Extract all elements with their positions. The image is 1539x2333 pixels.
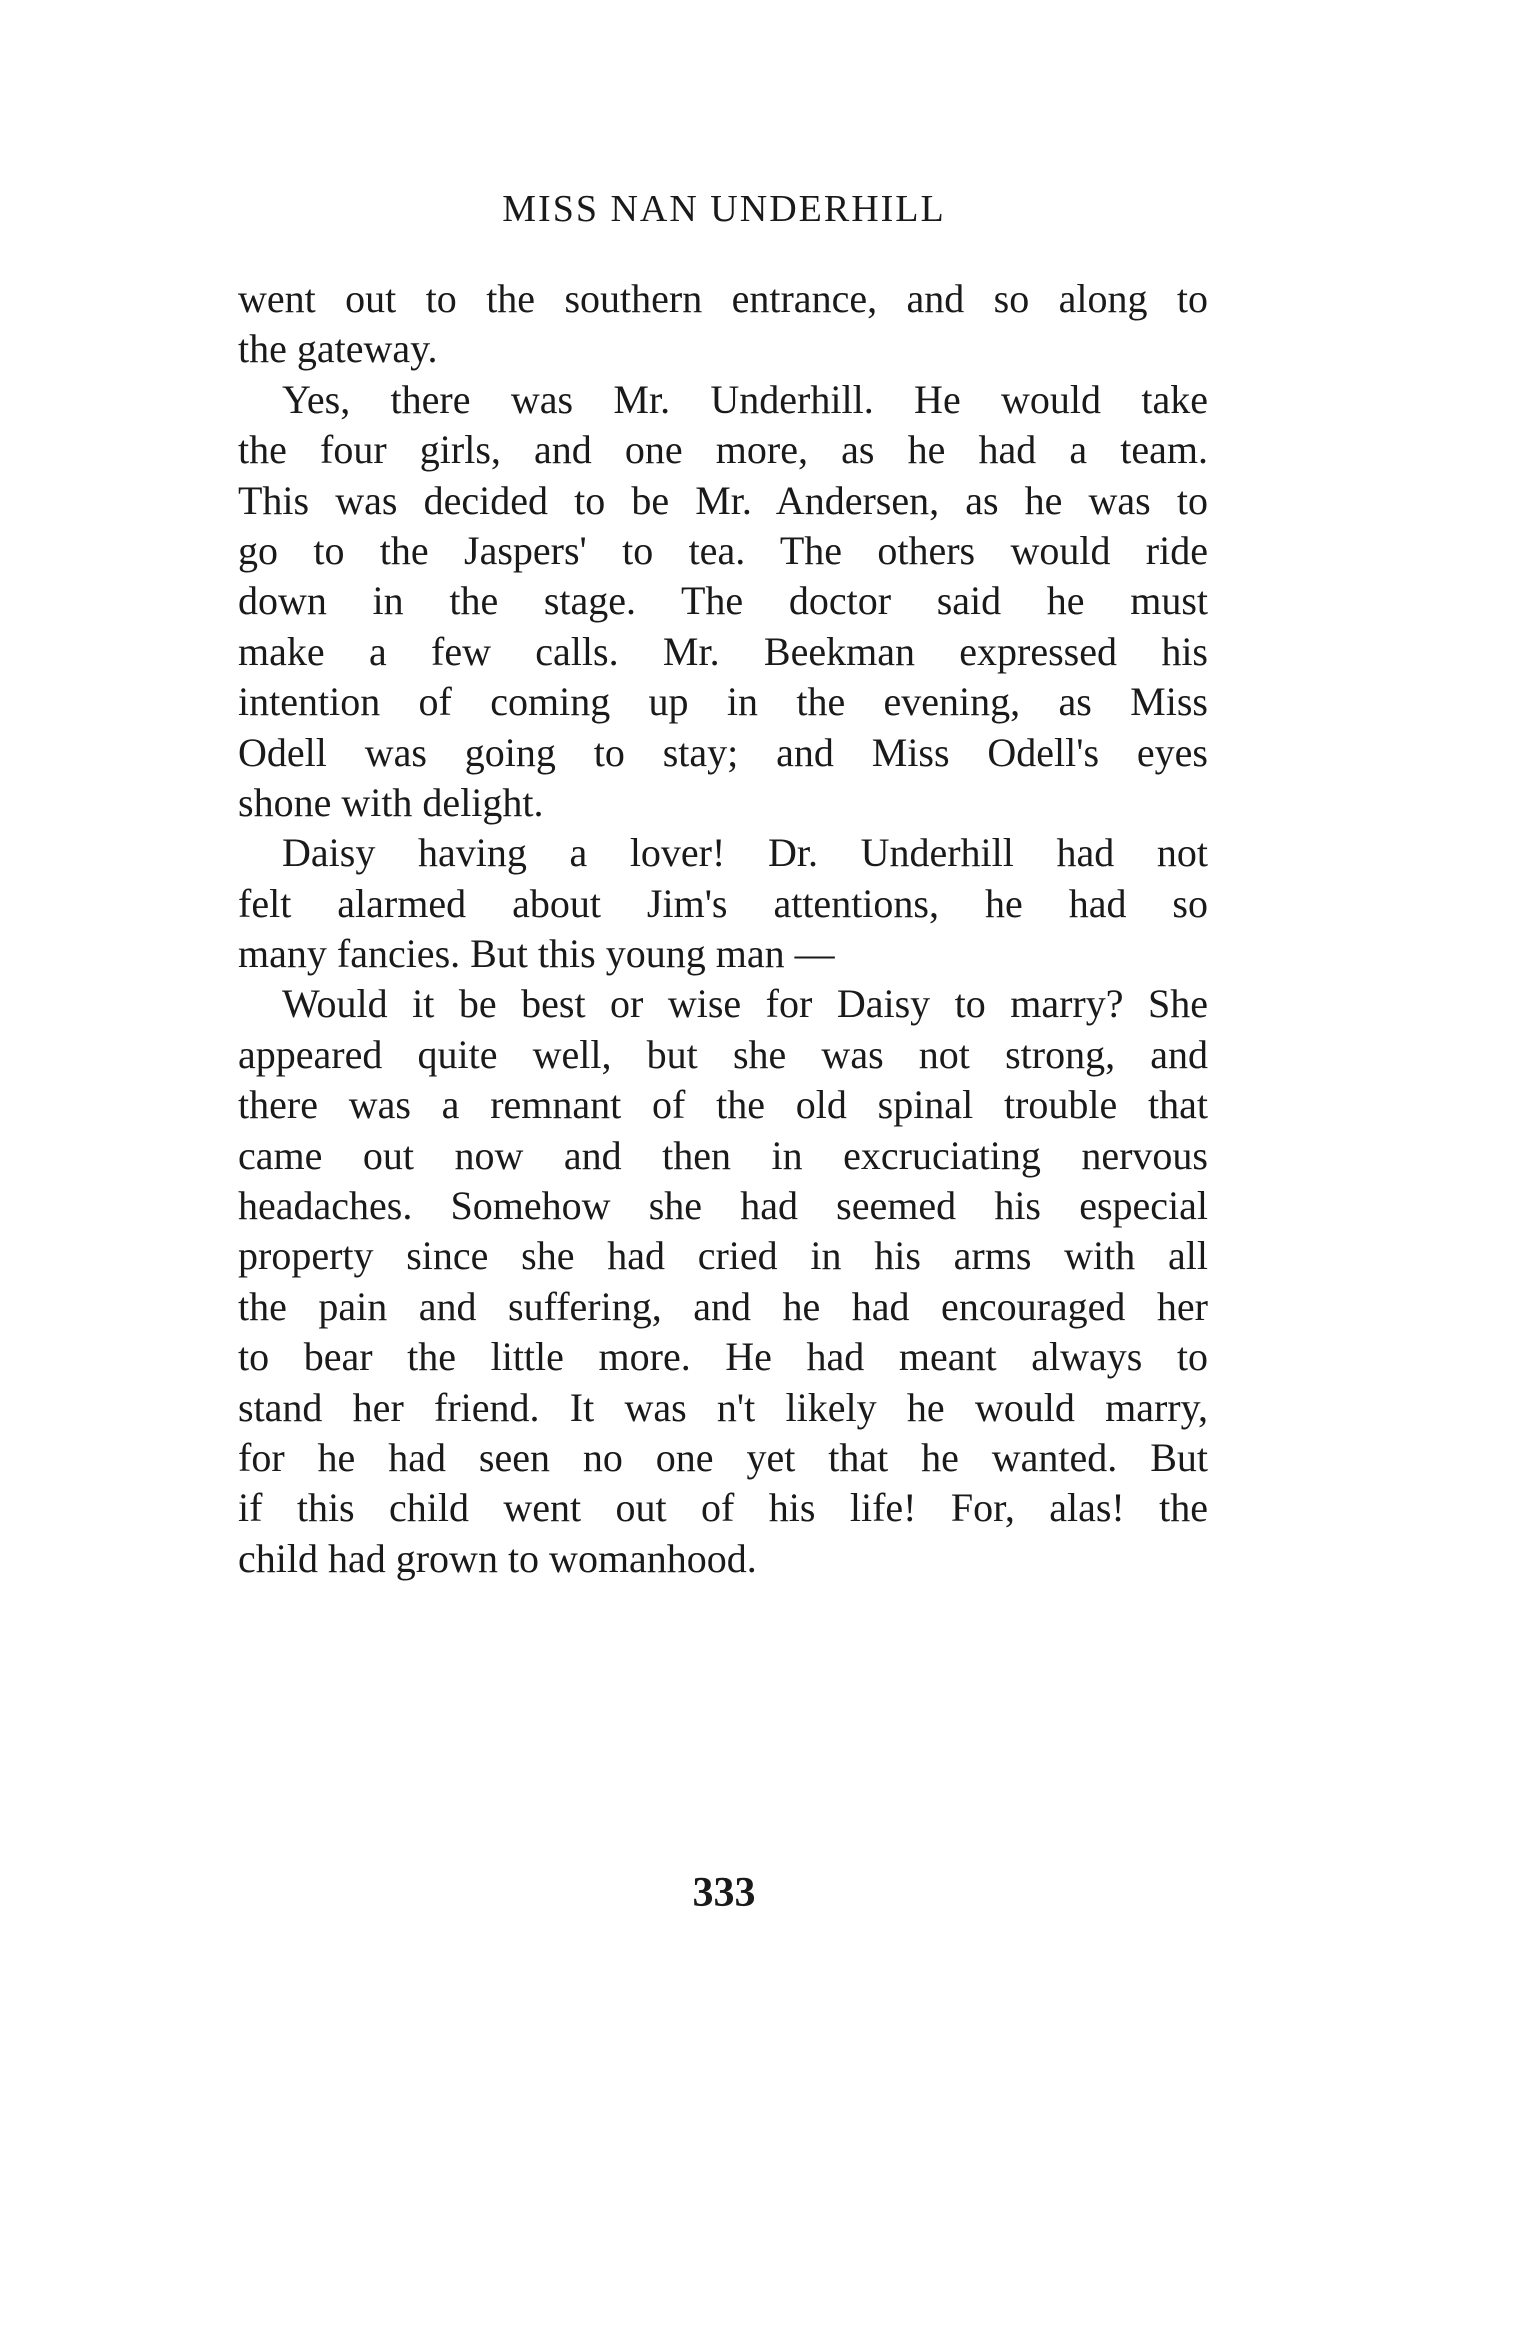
text-line: the gateway.: [238, 326, 438, 372]
text-line: many fancies. But this young man —: [238, 931, 835, 977]
text-line: child had grown to womanhood.: [238, 1535, 757, 1581]
page-number: 333: [692, 1870, 756, 1916]
paragraph: [238, 828, 1208, 979]
text-line: appeared quite well, but she was not strong, and: [238, 1031, 1208, 1077]
text-line: intention of coming up in the evening, as Miss: [238, 679, 1208, 725]
paragraph: [238, 979, 1208, 1584]
text-line: went out to the southern entrance, and so along to: [238, 276, 1208, 321]
text-line: felt alarmed about Jim's attentions, he had so: [238, 880, 1208, 926]
text-line: shone with delight.: [238, 779, 544, 825]
text-line: the four girls, and one more, as he had a team.: [238, 427, 1208, 473]
text-line: This was decided to be Mr. Andersen, as he was to: [238, 477, 1208, 523]
text-line: Odell was going to stay; and Miss Odell's eyes: [238, 729, 1208, 775]
text-line: make a few calls. Mr. Beekman expressed his: [238, 628, 1208, 674]
text-line: if this child went out of his life! For, alas! the: [238, 1485, 1208, 1531]
text-line: stand her friend. It was n't likely he would marry,: [238, 1384, 1208, 1430]
text-line: go to the Jaspers' to tea. The others would ride: [238, 527, 1208, 573]
paragraph: [238, 274, 1208, 375]
text-line: to bear the little more. He had meant always to: [238, 1334, 1208, 1380]
body-text: [238, 274, 1208, 1584]
text-line: Daisy having a lover! Dr. Underhill had not: [282, 830, 1208, 876]
text-line: for he had seen no one yet that he wanted. But: [238, 1434, 1208, 1480]
text-line: Yes, there was Mr. Underhill. He would take: [282, 376, 1208, 422]
running-head: MISS NAN UNDERHILL: [502, 188, 946, 230]
text-line: came out now and then in excruciating nervous: [238, 1132, 1208, 1178]
text-line: there was a remnant of the old spinal trouble that: [238, 1082, 1208, 1128]
text-line: headaches. Somehow she had seemed his especial: [238, 1183, 1208, 1229]
text-line: the pain and suffering, and he had encouraged her: [238, 1283, 1208, 1329]
paragraph: [238, 375, 1208, 829]
text-line: property since she had cried in his arms with all: [238, 1233, 1208, 1279]
text-line: down in the stage. The doctor said he must: [238, 578, 1208, 624]
text-line: Would it be best or wise for Daisy to marry? She: [282, 981, 1208, 1027]
